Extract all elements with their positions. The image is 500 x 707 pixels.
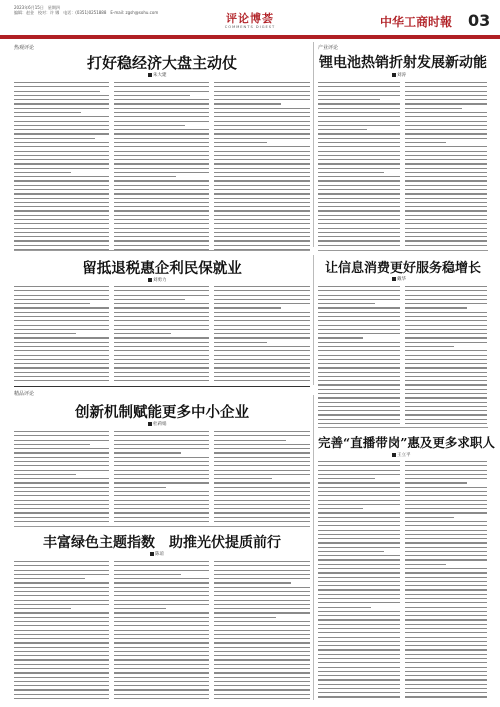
byline-name: 刘涛 — [397, 73, 406, 78]
section-title-en: COMMENTS DIGEST — [224, 25, 276, 29]
section-divider — [14, 250, 310, 251]
byline-marker-icon — [148, 73, 152, 77]
article-body-column — [14, 286, 109, 384]
byline-name: 杜莉娟 — [153, 422, 167, 427]
column-label-left-top: 热观评论 — [14, 45, 35, 51]
article-body-column — [214, 82, 310, 250]
article-title: 留抵退税惠企利民保就业 — [82, 260, 242, 277]
article-body-column — [318, 286, 400, 424]
byline-name: 王立平 — [397, 453, 411, 458]
article-byline — [148, 72, 167, 78]
article-body-column — [114, 82, 209, 250]
section-divider — [318, 250, 488, 251]
article-byline — [148, 421, 167, 427]
article-byline — [150, 551, 164, 557]
article-byline — [392, 452, 411, 458]
column-label-right-top: 产业评论 — [318, 45, 339, 51]
column-divider — [313, 42, 314, 247]
article-title: 完善“直播带岗”惠及更多求职人 — [318, 435, 495, 450]
paper-name: 中华工商时報 — [380, 15, 453, 29]
byline-marker-icon — [392, 277, 396, 281]
article-body-column — [405, 286, 487, 424]
article-byline — [392, 276, 406, 282]
byline-name: 陈谊 — [155, 552, 164, 557]
article-body-column — [114, 431, 209, 524]
byline-name: 朱大建 — [153, 73, 167, 78]
article-byline — [392, 72, 406, 78]
byline-marker-icon — [150, 552, 154, 556]
column-label-left-mid: 精品评论 — [14, 391, 35, 397]
article-body-column — [14, 561, 109, 701]
section-title — [212, 13, 288, 30]
article-body-column — [214, 431, 310, 524]
byline-name: 刘勇力 — [153, 278, 167, 283]
column-divider — [313, 255, 314, 385]
byline-marker-icon — [148, 278, 152, 282]
column-divider — [313, 395, 314, 700]
editor-info: 编辑：赵金 校对：许 娜 电话：(0351)0251888 E-mail: zgsh@sohu.com — [14, 10, 159, 15]
article-title: 锂电池热销折射发展新动能 — [319, 55, 487, 71]
issue-date: 2023年6月15日 星期四 — [14, 5, 60, 10]
article-body-column — [214, 286, 310, 384]
article-body-column — [405, 461, 487, 701]
article-title: 丰富绿色主题指数 助推光伏提质前行 — [43, 535, 281, 551]
article-body-column — [405, 82, 487, 247]
article-body-column — [14, 82, 109, 250]
article-title: 让信息消费更好服务稳增长 — [324, 261, 481, 276]
header-meta — [14, 5, 158, 15]
article-body-column — [214, 561, 310, 701]
article-body-column — [318, 82, 400, 247]
article-body-column — [114, 561, 209, 701]
byline-name: 戴华 — [397, 277, 406, 282]
section-divider — [318, 427, 488, 428]
page-number: 03 — [468, 11, 491, 30]
masthead-rule — [0, 35, 500, 39]
article-body-column — [318, 461, 400, 701]
section-divider — [14, 386, 310, 387]
article-title: 创新机制赋能更多中小企业 — [75, 404, 249, 421]
section-divider — [14, 526, 310, 527]
article-body-column — [14, 431, 109, 524]
byline-marker-icon — [148, 422, 152, 426]
byline-marker-icon — [392, 73, 396, 77]
article-body-column — [114, 286, 209, 384]
article-title: 打好稳经济大盘主动仗 — [86, 54, 237, 72]
section-title-zh: 评论博荟 — [226, 12, 274, 25]
byline-marker-icon — [392, 453, 396, 457]
article-byline — [148, 277, 167, 283]
